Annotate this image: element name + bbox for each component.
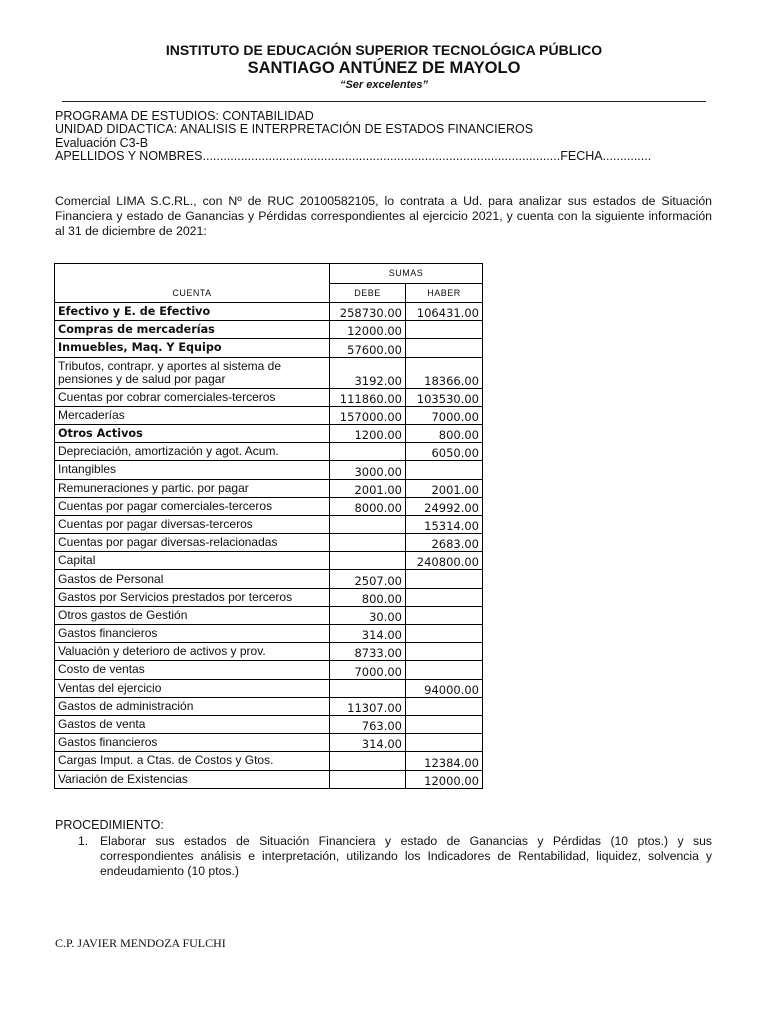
- cell-haber: 103530.00: [406, 388, 483, 406]
- cell-account: Valuación y deterioro de activos y prov.: [55, 643, 330, 661]
- cell-haber: [406, 606, 483, 624]
- cell-account: Tributos, contrapr. y aportes al sistema de pensiones y de salud por pagar: [55, 357, 330, 388]
- cell-debe: 3000.00: [330, 461, 406, 479]
- procedure-item-text: Elaborar sus estados de Situación Financiera y estado de Ganancias y Pérdidas (10 ptos.) y sus correspondientes análisis e interpretación, utilizando los Indicadores de Rentabilidad, liquidez, solvencia y endeudamiento (10 ptos.): [100, 834, 712, 878]
- cell-debe: [330, 679, 406, 697]
- table-row: [55, 515, 483, 533]
- cell-debe: [330, 770, 406, 788]
- procedure-title: PROCEDIMIENTO:: [55, 818, 164, 832]
- cell-haber: [406, 715, 483, 733]
- unit-line: UNIDAD DIDACTICA: ANALISIS E INTERPRETACIÓN DE ESTADOS FINANCIEROS: [55, 122, 534, 137]
- cell-haber: [406, 588, 483, 606]
- table-row: [55, 697, 483, 715]
- cell-debe: 57600.00: [330, 339, 406, 357]
- table-row: [55, 679, 483, 697]
- cell-account: Cuentas por pagar comerciales-terceros: [55, 497, 330, 515]
- cell-account: Otros Activos: [55, 424, 330, 442]
- table-row: [55, 552, 483, 570]
- cell-haber: [406, 461, 483, 479]
- cell-haber: 2683.00: [406, 534, 483, 552]
- cell-debe: 30.00: [330, 606, 406, 624]
- cell-account: Efectivo y E. de Efectivo: [55, 303, 330, 321]
- table-row: [55, 357, 483, 388]
- table-row: [55, 443, 483, 461]
- cell-haber: [406, 643, 483, 661]
- header-sumas: SUMAS: [330, 264, 483, 284]
- cell-haber: 18366.00: [406, 357, 483, 388]
- cell-debe: [330, 552, 406, 570]
- cell-debe: 157000.00: [330, 406, 406, 424]
- cell-account: Variación de Existencias: [55, 770, 330, 788]
- cell-debe: 111860.00: [330, 388, 406, 406]
- cell-haber: 240800.00: [406, 552, 483, 570]
- cell-haber: 12000.00: [406, 770, 483, 788]
- cell-account: Gastos financieros: [55, 625, 330, 643]
- exam-info: [55, 110, 651, 163]
- trial-balance-table: [54, 263, 483, 789]
- table-row: [55, 424, 483, 442]
- cell-debe: 3192.00: [330, 357, 406, 388]
- cell-account: Cuentas por cobrar comerciales-terceros: [55, 388, 330, 406]
- cell-debe: 314.00: [330, 734, 406, 752]
- table-row: [55, 534, 483, 552]
- table-row: [55, 661, 483, 679]
- cell-haber: [406, 339, 483, 357]
- institute-motto: “Ser excelentes”: [339, 79, 429, 91]
- cell-haber: 7000.00: [406, 406, 483, 424]
- cell-debe: 11307.00: [330, 697, 406, 715]
- table-row: [55, 321, 483, 339]
- table-row: [55, 770, 483, 788]
- cell-account: Gastos de venta: [55, 715, 330, 733]
- cell-debe: [330, 752, 406, 770]
- cell-haber: [406, 570, 483, 588]
- cell-account: Gastos por Servicios prestados por terceros: [55, 588, 330, 606]
- cell-debe: 2507.00: [330, 570, 406, 588]
- evaluation-line: Evaluación C3-B: [55, 135, 149, 150]
- cell-debe: 1200.00: [330, 424, 406, 442]
- cell-haber: [406, 661, 483, 679]
- table-row: [55, 588, 483, 606]
- cell-account: Remuneraciones y partic. por pagar: [55, 479, 330, 497]
- header-cuenta: CUENTA: [55, 264, 330, 303]
- cell-account: Capital: [55, 552, 330, 570]
- cell-haber: 24992.00: [406, 497, 483, 515]
- cell-haber: [406, 697, 483, 715]
- cell-account: Gastos de Personal: [55, 570, 330, 588]
- cell-haber: 800.00: [406, 424, 483, 442]
- cell-haber: 12384.00: [406, 752, 483, 770]
- cell-haber: 94000.00: [406, 679, 483, 697]
- table-row: [55, 497, 483, 515]
- cell-account: Gastos financieros: [55, 734, 330, 752]
- cell-account: Cuentas por pagar diversas-terceros: [55, 515, 330, 533]
- institute-name: INSTITUTO DE EDUCACIÓN SUPERIOR TECNOLÓGICA PÚBLICO: [165, 42, 603, 58]
- procedure-item-number: 1.: [78, 834, 89, 848]
- cell-debe: [330, 515, 406, 533]
- table-row: [55, 734, 483, 752]
- cell-account: Compras de mercaderías: [55, 321, 330, 339]
- table-row: [55, 388, 483, 406]
- cell-account: Ventas del ejercicio: [55, 679, 330, 697]
- institute-title: SANTIAGO ANTÚNEZ DE MAYOLO: [247, 59, 521, 77]
- cell-account: Cargas Imput. a Ctas. de Costos y Gtos.: [55, 752, 330, 770]
- cell-debe: 800.00: [330, 588, 406, 606]
- cell-haber: 106431.00: [406, 303, 483, 321]
- cell-debe: 8000.00: [330, 497, 406, 515]
- header-debe: DEBE: [330, 284, 406, 303]
- table-row: [55, 715, 483, 733]
- signature: C.P. JAVIER MENDOZA FULCHI: [55, 936, 226, 950]
- cell-account: Costo de ventas: [55, 661, 330, 679]
- cell-debe: [330, 534, 406, 552]
- table-row: [55, 643, 483, 661]
- cell-haber: [406, 625, 483, 643]
- cell-haber: 6050.00: [406, 443, 483, 461]
- cell-haber: [406, 734, 483, 752]
- cell-account: Otros gastos de Gestión: [55, 606, 330, 624]
- cell-debe: 314.00: [330, 625, 406, 643]
- cell-debe: 258730.00: [330, 303, 406, 321]
- table-row: [55, 606, 483, 624]
- table-row: [55, 625, 483, 643]
- header-haber: HABER: [406, 284, 483, 303]
- cell-debe: 7000.00: [330, 661, 406, 679]
- cell-account: Cuentas por pagar diversas-relacionadas: [55, 534, 330, 552]
- names-line: APELLIDOS Y NOMBRES.......................................................................................................FECHA..............: [55, 148, 652, 163]
- cell-haber: [406, 321, 483, 339]
- table-row: [55, 570, 483, 588]
- table-row: [55, 406, 483, 424]
- cell-debe: 2001.00: [330, 479, 406, 497]
- table-row: [55, 339, 483, 357]
- cell-account: Mercaderías: [55, 406, 330, 424]
- cell-debe: 763.00: [330, 715, 406, 733]
- cell-account: Inmuebles, Maq. Y Equipo: [55, 339, 330, 357]
- header-divider: [62, 101, 706, 102]
- table-row: [55, 303, 483, 321]
- intro-paragraph: Comercial LIMA S.C.RL., con Nº de RUC 20100582105, lo contrata a Ud. para analizar sus estados de Situación Financiera y estado de Ganancias y Pérdidas correspondientes al ejercicio 2021, y cuenta con la siguiente información al 31 de diciembre de 2021:: [55, 194, 712, 238]
- cell-debe: [330, 443, 406, 461]
- cell-debe: 8733.00: [330, 643, 406, 661]
- procedure-item: [78, 834, 712, 879]
- table-header-row-1: [55, 264, 483, 284]
- cell-account: Gastos de administración: [55, 697, 330, 715]
- table-row: [55, 461, 483, 479]
- table-row: [55, 752, 483, 770]
- cell-account: Depreciación, amortización y agot. Acum.: [55, 443, 330, 461]
- table-row: [55, 479, 483, 497]
- cell-haber: 2001.00: [406, 479, 483, 497]
- cell-account: Intangibles: [55, 461, 330, 479]
- program-line: PROGRAMA DE ESTUDIOS: CONTABILIDAD: [55, 109, 314, 123]
- cell-haber: 15314.00: [406, 515, 483, 533]
- cell-debe: 12000.00: [330, 321, 406, 339]
